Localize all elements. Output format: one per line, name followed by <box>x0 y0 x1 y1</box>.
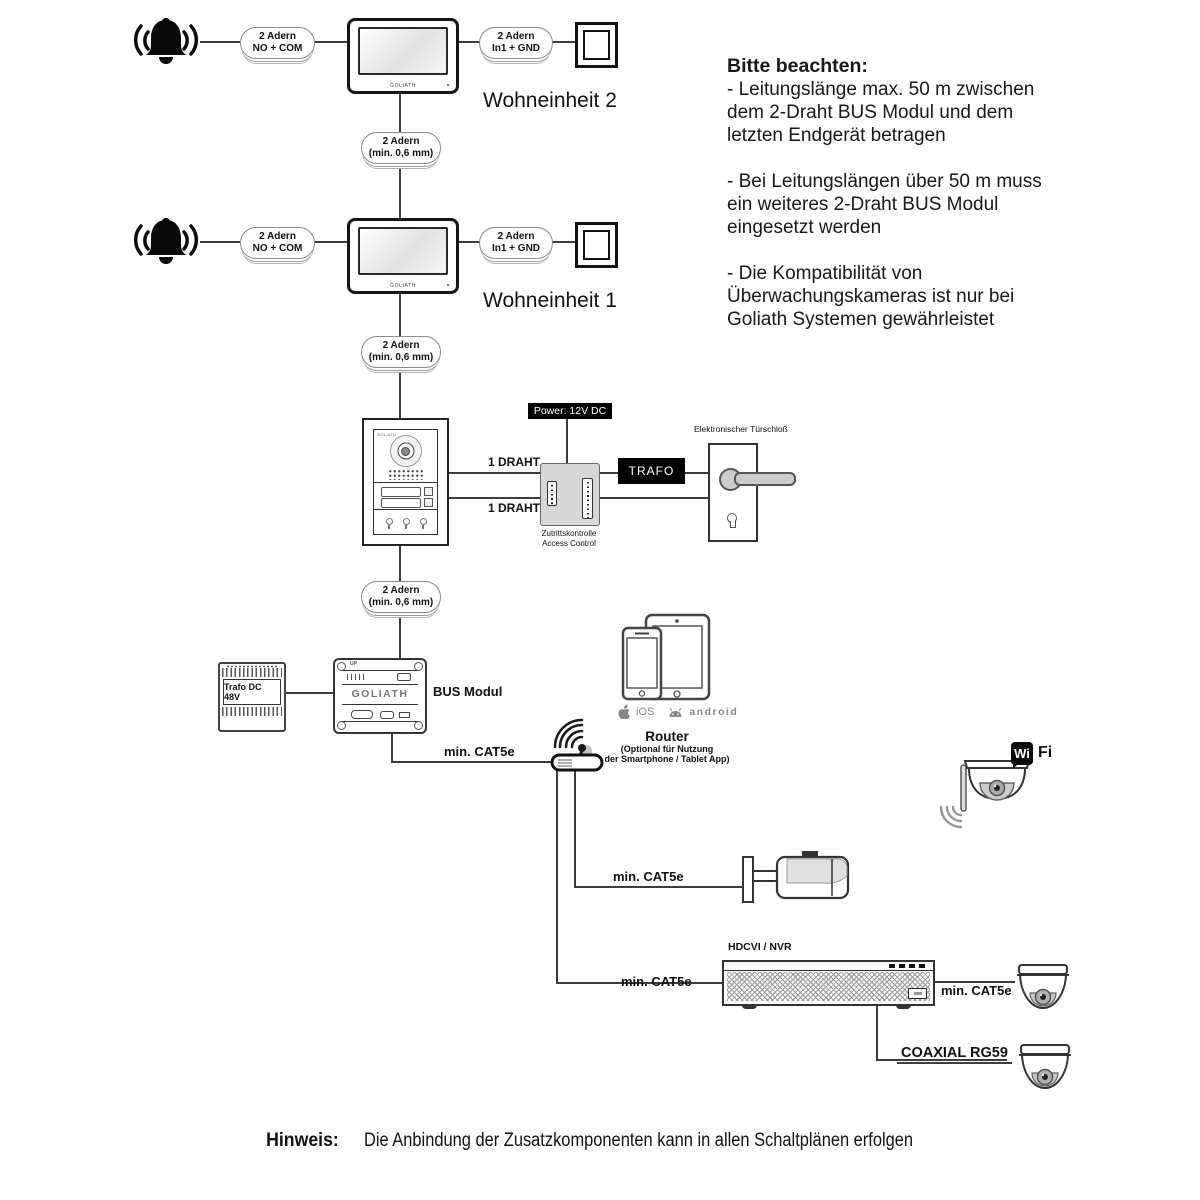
terminal-strip <box>582 478 593 519</box>
trafo48-label: Trafo DC 48V <box>223 679 281 705</box>
screw-icon <box>337 721 346 730</box>
nvr-led <box>909 964 915 968</box>
coaxial-label: COAXIAL RG59 <box>897 1045 1012 1064</box>
footer-note <box>0 1130 1200 1152</box>
note-item: - Die Kompatibilität von Überwachungskameras ist nur bei Goliath Systemen gewährleistet <box>727 263 1015 330</box>
draht-label-bottom: 1 DRAHT <box>488 501 541 515</box>
door-release-button-icon <box>575 22 618 68</box>
door-station <box>362 418 449 546</box>
doorbell-icon <box>130 12 202 76</box>
platform-row <box>617 704 738 719</box>
footer-note-label: Hinweis: <box>266 1130 339 1151</box>
connector-icon <box>351 710 373 719</box>
goliath-logo: GOLIATH <box>377 432 397 437</box>
dome-camera-icon <box>1014 1042 1076 1100</box>
goliath-logo: GOLIATH <box>351 688 409 700</box>
cable-label-in1-gnd: 2 Adern In1 + GND <box>479 227 553 259</box>
power-label: Power: 12V DC <box>528 403 612 419</box>
router-label: Router <box>645 729 689 744</box>
bullet-camera-icon <box>740 850 855 908</box>
android-label: android <box>689 705 739 718</box>
goliath-logo: GOLIATH <box>390 283 416 289</box>
connector-icon <box>399 712 410 718</box>
monitor-screen <box>358 227 448 275</box>
up-marking: UP <box>350 661 357 667</box>
screw-icon <box>414 721 423 730</box>
monitor-indicator <box>447 84 449 86</box>
cable-label-2adern: 2 Adern (min. 0,6 mm) <box>361 336 441 368</box>
door-lock-label: Elektronischer Türschloß <box>694 424 788 434</box>
nvr-recorder <box>722 960 935 1006</box>
connector-icon <box>380 711 394 719</box>
nvr-button <box>908 988 927 999</box>
note-item: - Bei Leitungslängen über 50 m muss ein weiteres 2-Draht BUS Modul eingesetzt werden <box>727 171 1042 238</box>
speaker-grille-icon <box>388 469 424 480</box>
cable-label-2adern: 2 Adern (min. 0,6 mm) <box>361 132 441 164</box>
nameplate <box>381 487 421 497</box>
android-icon <box>668 707 683 717</box>
unit1-label: Wohneinheit 1 <box>483 289 617 312</box>
cat5e-label-router: min. CAT5e <box>444 744 515 759</box>
trafo-box: TRAFO <box>618 458 685 484</box>
dome-camera-icon <box>1012 962 1074 1020</box>
access-control-module <box>540 463 600 526</box>
smartphone-tablet-icon <box>615 612 715 704</box>
cable-label-2adern: 2 Adern (min. 0,6 mm) <box>361 581 441 613</box>
goliath-logo: GOLIATH <box>390 83 416 89</box>
cable-label-no-com: 2 Adern NO + COM <box>240 27 315 59</box>
note-item: - Leitungslänge max. 50 m zwischen dem 2-Draht BUS Modul und dem letzten Endgerät betragen <box>727 79 1035 146</box>
cat5e-label-bulletcam: min. CAT5e <box>613 869 684 884</box>
nameplate <box>381 498 421 508</box>
ios-label: iOS <box>636 705 655 718</box>
door-release-button-icon <box>575 222 618 268</box>
terminal-strip <box>547 481 557 506</box>
call-button <box>424 487 433 496</box>
bus-module-label: BUS Modul <box>433 684 503 699</box>
cat5e-label-nvr: min. CAT5e <box>621 974 692 989</box>
cat5e-label-dome1: min. CAT5e <box>941 983 1012 998</box>
monitor-screen <box>358 27 448 75</box>
terminal-markings <box>347 674 365 680</box>
cable-label-in1-gnd: 2 Adern In1 + GND <box>479 27 553 59</box>
wifi-logo-fi: Fi <box>1038 744 1053 761</box>
heatsink-fins <box>222 668 282 677</box>
notes-block <box>727 55 1069 354</box>
key-icon <box>386 518 393 527</box>
nvr-label: HDCVI / NVR <box>728 941 792 953</box>
connector-icon <box>397 673 411 681</box>
apple-icon <box>617 704 630 719</box>
nvr-vent-mesh <box>727 972 930 1001</box>
call-button <box>424 498 433 507</box>
wifi-logo-wi: Wi <box>1011 742 1033 765</box>
notes-heading: Bitte beachten: <box>727 55 868 77</box>
doorbell-icon <box>130 212 202 276</box>
key-icon <box>420 518 427 527</box>
electronic-door-lock <box>708 443 758 542</box>
draht-label-top: 1 DRAHT <box>488 455 541 469</box>
bus-module <box>333 658 427 734</box>
indoor-monitor-unit2 <box>347 18 459 94</box>
trafo-dc48v <box>218 662 286 732</box>
nvr-led <box>919 964 925 968</box>
monitor-indicator <box>447 284 449 286</box>
cable-label-no-com: 2 Adern NO + COM <box>240 227 315 259</box>
key-icon <box>403 518 410 527</box>
footer-note-text: Die Anbindung der Zusatzkomponenten kann in allen Schaltplänen erfolgen <box>364 1130 914 1151</box>
nvr-led <box>889 964 895 968</box>
camera-lens-icon <box>390 435 422 467</box>
heatsink-fins <box>222 707 282 716</box>
nvr-led <box>899 964 905 968</box>
router-sublabel: (Optional für Nutzung der Smartphone / Tablet App) <box>604 744 730 764</box>
access-control-label: Zutrittskontrolle Access Control <box>541 529 597 548</box>
indoor-monitor-unit1 <box>347 218 459 294</box>
unit2-label: Wohneinheit 2 <box>483 89 617 112</box>
